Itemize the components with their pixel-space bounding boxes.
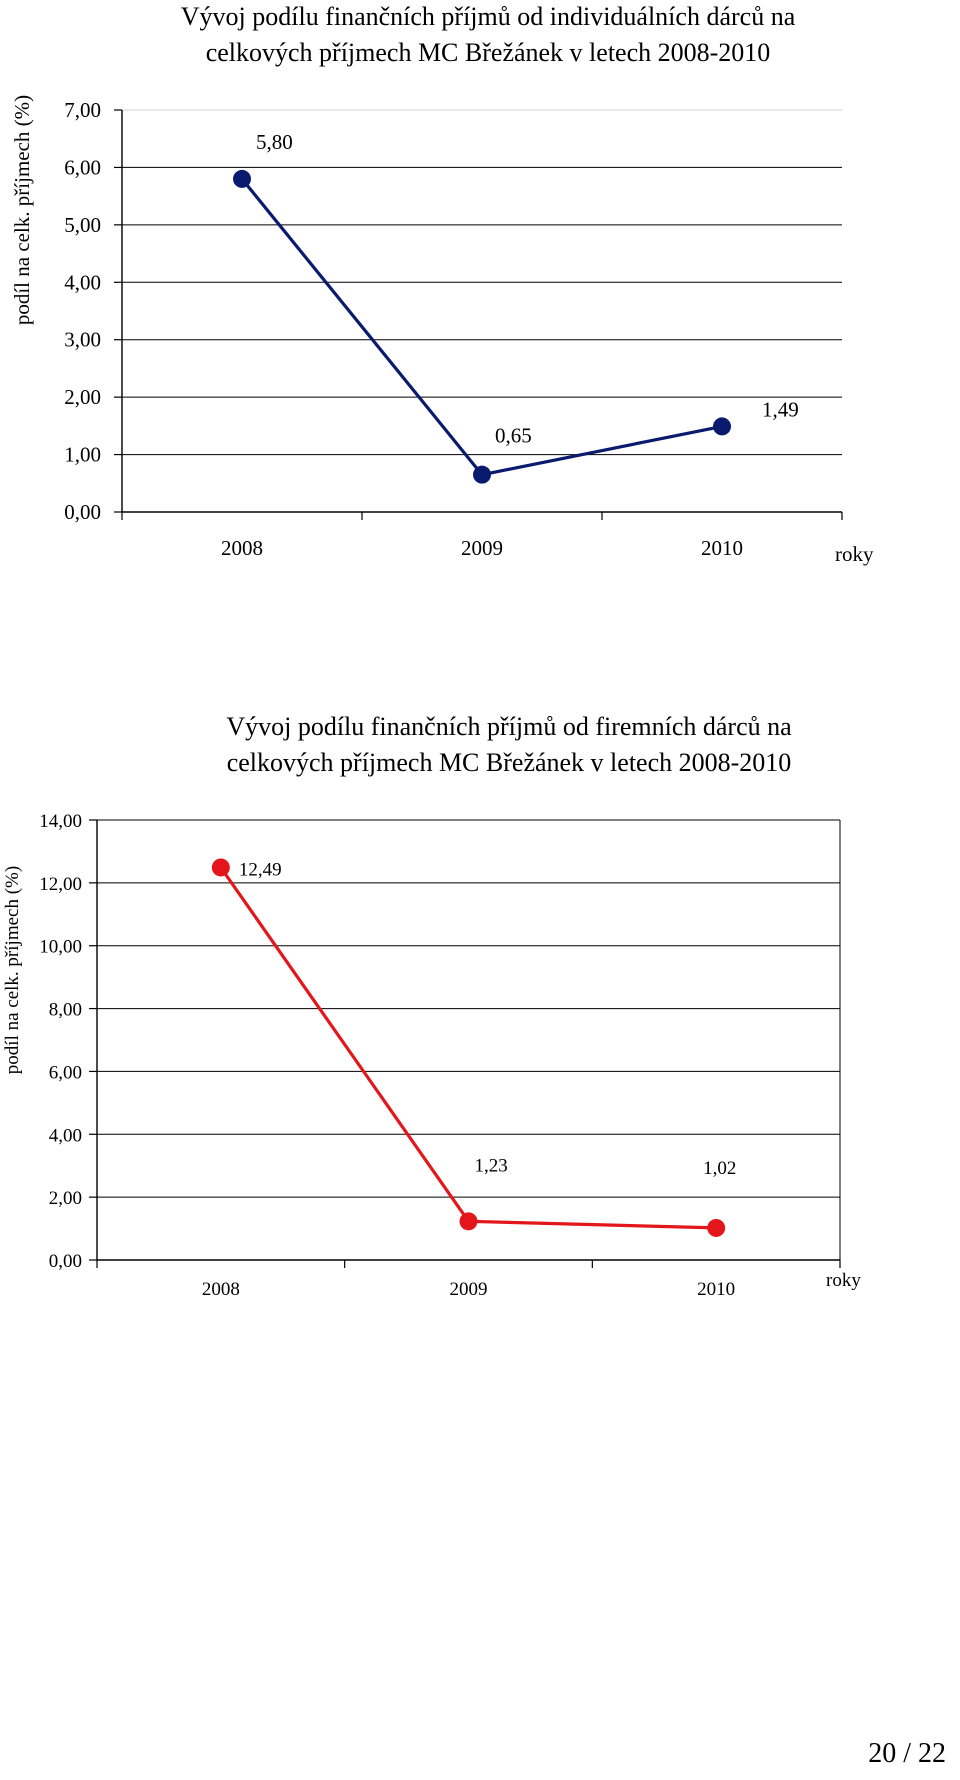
chart2-y-tick-label: 12,00 [39,873,82,895]
chart2-data-label-2008: 12,49 [238,859,282,881]
chart1-title-line-2: celkových příjmech MC Břežánek v letech 2008-2010 [205,38,771,67]
chart2-title-line-1: Vývoj podílu finančních příjmů od firemních dárců na [226,712,792,741]
chart2-title-line-2: celkových příjmech MC Břežánek v letech 2008-2010 [226,748,792,777]
chart2-data-label-2010: 1,02 [703,1157,737,1179]
chart1-y-tick-label: 0,00 [64,500,101,524]
chart1-y-tick-label: 4,00 [64,270,101,295]
chart2-x-tick-label-2010: 2010 [697,1279,736,1300]
chart2-x-tick-label-2008: 2008 [201,1279,240,1300]
chart2-data-label-2009: 1,23 [474,1155,508,1177]
page-number: 20 / 22 [868,1738,946,1769]
chart2-y-axis-label: podíl na celk. příjmech (%) [2,865,23,1075]
chart2-data-point-2010 [707,1219,725,1237]
chart1-y-tick-label: 6,00 [64,155,101,180]
chart2-x-axis-label: roky [826,1270,861,1291]
chart1-data-point-2010 [713,417,731,435]
chart1-title-line-1: Vývoj podílu finančních příjmů od individuálních dárců na [180,2,796,31]
chart1-data-label-2009: 0,65 [495,423,532,448]
chart2-data-point-2009 [460,1212,478,1230]
chart1-x-tick-label-2009: 2009 [461,536,503,560]
chart1-y-tick-label: 1,00 [64,442,101,467]
chart2-y-tick-label: 2,00 [48,1188,82,1210]
chart2-y-tick-label: 0,00 [48,1251,82,1272]
chart1-y-tick-label: 2,00 [64,385,101,410]
chart2-y-tick-label: 4,00 [48,1125,82,1147]
chart1-data-label-2010: 1,49 [762,397,799,422]
chart1-x-axis-label: roky [835,542,874,566]
chart2-series-line [221,868,716,1228]
chart1-x-tick-label-2010: 2010 [701,536,743,560]
chart2-x-tick-label-2009: 2009 [449,1279,488,1300]
chart2-data-point-2008 [212,858,230,876]
chart1-y-tick-label: 7,00 [64,98,101,122]
chart1-y-tick-label: 5,00 [64,212,101,237]
chart2-y-tick-label: 6,00 [48,1062,82,1084]
chart1-data-label-2008: 5,80 [256,129,293,154]
chart1-data-point-2009 [473,466,491,484]
chart1-x-tick-label-2008: 2008 [221,536,263,560]
chart1-data-point-2008 [233,170,251,188]
chart2-y-tick-label: 8,00 [48,999,82,1021]
chart1-series-line [242,179,722,475]
chart1-y-tick-label: 3,00 [64,327,101,352]
chart1-y-axis-label: podíl na celk. příjmech (%) [10,94,34,326]
chart2-y-tick-label: 14,00 [39,811,82,832]
chart2-y-tick-label: 10,00 [39,936,82,958]
